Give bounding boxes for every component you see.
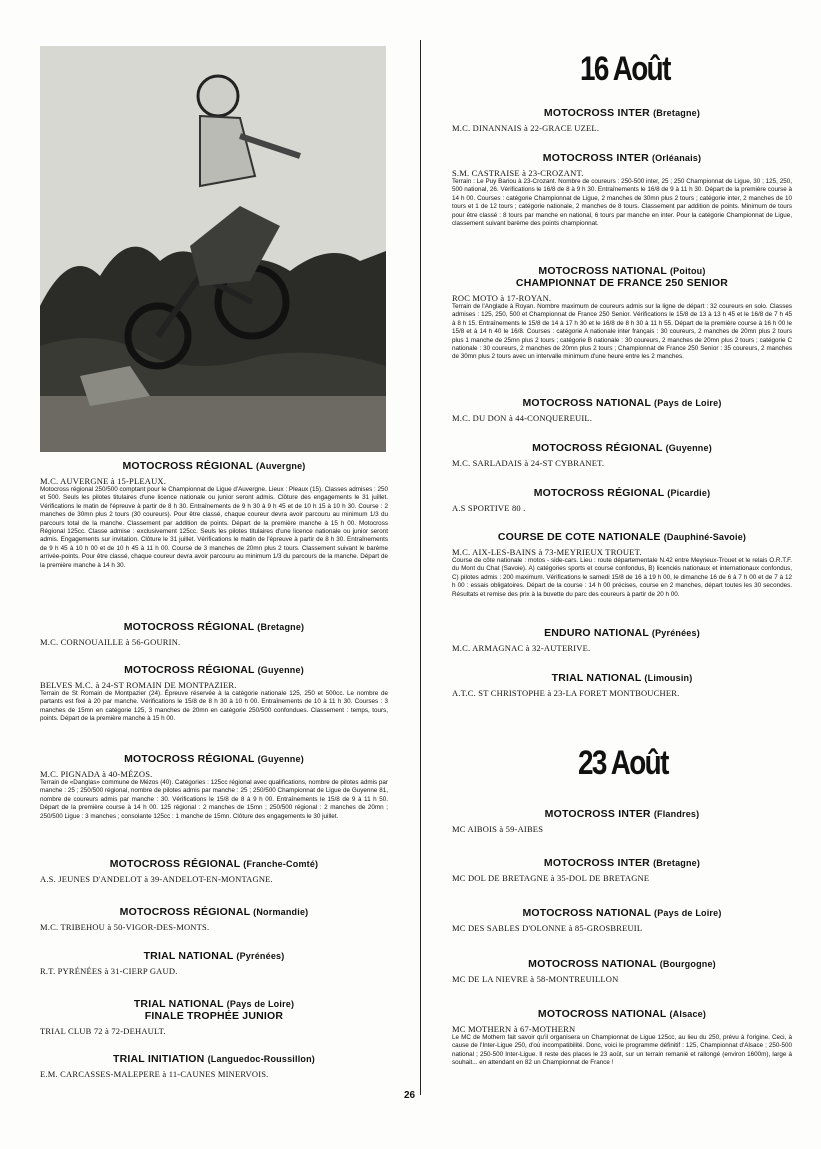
event-club: M.C. DINANNAIS à 22-GRACE UZEL. bbox=[452, 123, 600, 133]
event-heading: MOTOCROSS RÉGIONAL (Franche-Comté) bbox=[109, 858, 319, 870]
rider-jump-illustration bbox=[40, 46, 386, 452]
event-entry bbox=[40, 998, 388, 1036]
event-club: M.C. PIGNADA à 40-MÉZOS. bbox=[40, 769, 153, 779]
event-heading: MOTOCROSS NATIONAL (Bourgogne) bbox=[528, 958, 716, 970]
event-heading: MOTOCROSS INTER (Bretagne) bbox=[543, 107, 701, 119]
date-heading: 16 Août bbox=[580, 50, 670, 88]
event-details: Le MC de Mothern fait savoir qu'il organisera un Championnat de Ligue 125cc, au lieu du 250, prévu à l'origine. Ceci, à cause de l'Inter-Ligue 250, d'où incompatibilité. Donc, voici le programme définitif : 125, Championnat d'Alsace ; 250-500 national ; 250-500 Inter-Ligue. Il reste des places le 23 août, sur un terrain remanié et rallongé (environ 1600m), large à souhait... en attendant en 82 un Championnat de France ! bbox=[452, 1034, 792, 1067]
event-entry bbox=[40, 753, 388, 821]
page-number: 26 bbox=[404, 1090, 416, 1101]
event-entry bbox=[40, 664, 388, 724]
event-club: M.C. DU DON à 44-CONQUEREUIL. bbox=[452, 413, 593, 423]
event-entry bbox=[452, 1008, 792, 1068]
motocross-photo bbox=[40, 46, 386, 452]
event-heading: MOTOCROSS RÉGIONAL (Guyenne) bbox=[124, 664, 304, 676]
event-club: M.C. ARMAGNAC à 32-AUTERIVE. bbox=[452, 643, 591, 653]
date-heading: 23 Août bbox=[578, 744, 668, 782]
event-heading: MOTOCROSS RÉGIONAL (Guyenne) bbox=[532, 442, 712, 454]
event-heading: MOTOCROSS RÉGIONAL (Normandie) bbox=[119, 906, 309, 918]
event-heading: MOTOCROSS NATIONAL (Poitou) bbox=[538, 265, 706, 277]
event-entry bbox=[452, 397, 792, 423]
event-club: S.M. CASTRAISE à 23-CROZANT. bbox=[452, 168, 584, 178]
event-club: A.S. JEUNES D'ANDELOT à 39-ANDELOT-EN-MONTAGNE. bbox=[40, 874, 273, 884]
event-club: MC MOTHERN à 67-MOTHERN bbox=[452, 1024, 576, 1034]
event-entry bbox=[40, 858, 388, 884]
event-heading: MOTOCROSS RÉGIONAL (Guyenne) bbox=[124, 753, 304, 765]
event-heading: COURSE DE COTE NATIONALE (Dauphiné-Savoie) bbox=[497, 531, 747, 543]
event-details: Terrain de St Romain de Montpazier (24). Épreuve réservée à la catégorie nationale 125, 250 et 500cc. Le nombre de partants est fixé à 20 par manche. Vérifications le 15/8 de 8 h 30 à 10 h 00. Entraînements de 10 à 11 h 30. Courses : 3 manches de 15mn en catégorie 125, 3 manches de 20mn en catégorie 250/500 confondues. Classement : temps, tours, points. Départ de la première manche à 15 h 00. bbox=[40, 690, 388, 723]
event-entry bbox=[452, 627, 792, 653]
event-heading: MOTOCROSS RÉGIONAL (Bretagne) bbox=[123, 621, 305, 633]
event-heading: MOTOCROSS RÉGIONAL (Auvergne) bbox=[122, 460, 306, 472]
event-heading: MOTOCROSS INTER (Flandres) bbox=[544, 808, 700, 820]
event-club: M.C. CORNOUAILLE à 56-GOURIN. bbox=[40, 637, 181, 647]
event-entry bbox=[452, 808, 792, 834]
event-club: A.S SPORTIVE 80 . bbox=[452, 503, 526, 513]
event-heading: TRIAL NATIONAL (Limousin) bbox=[551, 672, 693, 684]
event-details: Motocross régional 250/500 comptant pour le Championnat de Ligue d'Auvergne. Lieux : Pleaux (15). Classes admises : 250 et 500. Seuls les pilotes titulaires d'une licence nationale ou junior seront admis. Clôture des engagements le 31 juillet. Vérifications le matin de l'épreuve à partir de 8 h 30. Entraînements de 9 h 30 à 9 h 45 et de 10 h 15 à 10 h 30. Course : 2 manches de 30mn plus 2 tours (30 coureurs). Pour être classé, chaque coureur devra avoir parcouru au minimum 1/3 du parcours total de la manche. Classement par addition de points. Départ de la première manche à 15 h 00. Motocross Régional 125cc. Classe admise : exclusivement 125cc. Seuls les pilotes titulaires d'une licence nationale ou junior seront admis. Engagements sur invitation. Clôture le 31 juillet. Vérifications le matin de l'épreuve à partir de 8 h 30. Entraînements de 9 h 45 à 10 h 00 et de 10 h 45 à 11 h 00. Course de 3 manches de 20mn plus 2 tours. Classement suivant le barème arrivée-points. Pour être classé, chaque coureur devra avoir parcouru au minimum 1/3 du parcours de la manche. Départ de la première manche à 14 h 30. bbox=[40, 486, 388, 569]
event-entry bbox=[40, 1053, 388, 1079]
event-entry bbox=[452, 442, 792, 468]
event-club: M.C. SARLADAIS à 24-ST CYBRANET. bbox=[452, 458, 605, 468]
event-heading: ENDURO NATIONAL (Pyrénées) bbox=[544, 627, 700, 639]
event-club: E.M. CARCASSES-MALEPERE à 11-CAUNES MINERVOIS. bbox=[40, 1069, 269, 1079]
event-club: M.C. TRIBEHOU à 50-VIGOR-DES-MONTS. bbox=[40, 922, 210, 932]
event-heading: MOTOCROSS INTER (Bretagne) bbox=[543, 857, 701, 869]
event-club: MC DE LA NIEVRE à 58-MONTREUILLON bbox=[452, 974, 619, 984]
event-club: M.C. AIX-LES-BAINS à 73-MEYRIEUX TROUET. bbox=[452, 547, 642, 557]
event-club: A.T.C. ST CHRISTOPHE à 23-LA FORET MONTBOUCHER. bbox=[452, 688, 680, 698]
event-details: Terrain : Le Puy Bariou à 23-Crozant. Nombre de coureurs : 250-500 inter, 25 ; 250 Championnat de Ligue, 30 ; 125, 250, 500 national, 26. Vérifications le 16/8 de 8 à 9 h 30. Entraînements le 16/8 de 9 à 11 h 30. Départ de la première course à 14 h 00. Courses : catégorie Championnat de Ligue, 2 manches de 30mn plus 2 tours ; catégorie inter, 2 manches de 10 tours et 1 de 12 tours ; catégorie nationale, 2 manches de 8 tours. Classement par addition de points. Minimum de tours pour être classé : 8 tours par manche en national, 6 tours par manche en inter. Pour la catégorie Championnat de Ligue, classement suivant barème des points championnat. bbox=[452, 178, 792, 228]
event-subheading: CHAMPIONNAT DE FRANCE 250 SENIOR bbox=[515, 277, 729, 289]
event-subheading: FINALE TROPHÉE JUNIOR bbox=[144, 1010, 284, 1022]
event-entry bbox=[40, 950, 388, 976]
event-details: Terrain de l'Anglade à Royan. Nombre maximum de coureurs admis sur la ligne de départ : 32 coureurs en solo. Classes admises : 125, 250, 500 et Championnat de France 250 Senior. Vérifications le 15/8 de 13 à 13 h 45 et le 16/8 de 7 h 45 à 8 h 15. Entraînements le 15/8 de 14 à 17 h 30 et le 16/8 de 8 h 30 à 11 h 55. Départ de la première course à 16 h 00 le 15/8 et à 14 h 40 le 16/8. Courses : catégorie A nationale inter français : 30 coureurs, 2 manches de 20mn plus 2 tours plus 1 manche de 25mn plus 2 tours ; catégorie B nationale : 30 coureurs, 2 manches de 20mn plus 2 tours ; catégorie C nationale : 30 coureurs, 2 manches de 20mn plus 2 tours ; Championnat de France 250 Senior : 35 coureurs, 2 manches de 30mn plus 2 tours avec un intervalle minimum d'une heure entre les 2 manches. bbox=[452, 303, 792, 361]
event-entry bbox=[452, 857, 792, 883]
event-entry bbox=[452, 265, 792, 362]
event-heading: MOTOCROSS RÉGIONAL (Picardie) bbox=[533, 487, 711, 499]
event-club: MC DES SABLES D'OLONNE à 85-GROSBREUIL bbox=[452, 923, 643, 933]
event-heading: MOTOCROSS NATIONAL (Alsace) bbox=[537, 1008, 707, 1020]
event-heading: MOTOCROSS NATIONAL (Pays de Loire) bbox=[522, 907, 722, 919]
event-entry bbox=[452, 958, 792, 984]
event-entry bbox=[452, 107, 792, 133]
column-divider bbox=[420, 40, 421, 1095]
event-club: R.T. PYRÉNÉES à 31-CIERP GAUD. bbox=[40, 966, 178, 976]
event-heading: MOTOCROSS INTER (Orléanais) bbox=[542, 152, 702, 164]
event-entry bbox=[452, 531, 792, 599]
event-entry bbox=[40, 460, 388, 570]
event-entry bbox=[452, 487, 792, 513]
event-club: ROC MOTO à 17-ROYAN. bbox=[452, 293, 552, 303]
event-details: Course de côte nationale : motos - side-cars. Lieu : route départementale N.42 entre Meyrieux-Trouet et le relais O.R.T.F. du Mont du Chat (Savoie). A) catégories sports et course confondus, B) licenciés nationaux et internationaux confondus, C) pilotes admis : 200 maximum. Vérifications le samedi 15/8 de 16 à 19 h 00, le dimanche 16 de 6 à 7 h 00 et de 7 à 12 h 00 : essais obligatoires. Départ de la course : 14 h 00 précises, course en 2 manches, départ toutes les 30 secondes. Résultats et remise des prix à la buvette du parc des coureurs à partir de 20 h 00. bbox=[452, 557, 792, 598]
event-heading: TRIAL NATIONAL (Pays de Loire) bbox=[133, 998, 295, 1010]
event-entry bbox=[40, 621, 388, 647]
event-heading: TRIAL NATIONAL (Pyrénées) bbox=[143, 950, 285, 962]
event-details: Terrain de «Danglas» commune de Mézos (40). Catégories : 125cc régional avec qualifications, nombre de pilotes admis par manche : 25 ; 250/500 régional, nombre de pilotes admis par manche : 25 ; 250/500 Championnat de Ligue de Guyenne 81, nombre de coureurs admis par manche : 30. Vérifications le 15/8 de 8 à 9 h 00. Entraînements le 15/8 de 9 à 11 h 50. Départ de la première course à 14 h 00. 125 régional : 2 manches de 15mn ; 250/500 régional : 2 manches de 20mn ; 250/500 Ligue : 3 manches ; consolante 125cc : 1 manche de 15mn. Clôture des engagements le 30 juillet. bbox=[40, 779, 388, 820]
event-entry bbox=[452, 152, 792, 228]
event-club: BELVES M.C. à 24-ST ROMAIN DE MONTPAZIER. bbox=[40, 680, 237, 690]
event-heading: TRIAL INITIATION (Languedoc-Roussillon) bbox=[112, 1053, 315, 1065]
event-club: MC DOL DE BRETAGNE à 35-DOL DE BRETAGNE bbox=[452, 873, 650, 883]
event-entry bbox=[452, 672, 792, 698]
event-entry bbox=[452, 907, 792, 933]
event-club: M.C. AUVERGNE à 15-PLEAUX. bbox=[40, 476, 167, 486]
event-club: MC AIBOIS à 59-AIBES bbox=[452, 824, 544, 834]
event-entry bbox=[40, 906, 388, 932]
event-heading: MOTOCROSS NATIONAL (Pays de Loire) bbox=[522, 397, 722, 409]
event-club: TRIAL CLUB 72 à 72-DEHAULT. bbox=[40, 1026, 166, 1036]
